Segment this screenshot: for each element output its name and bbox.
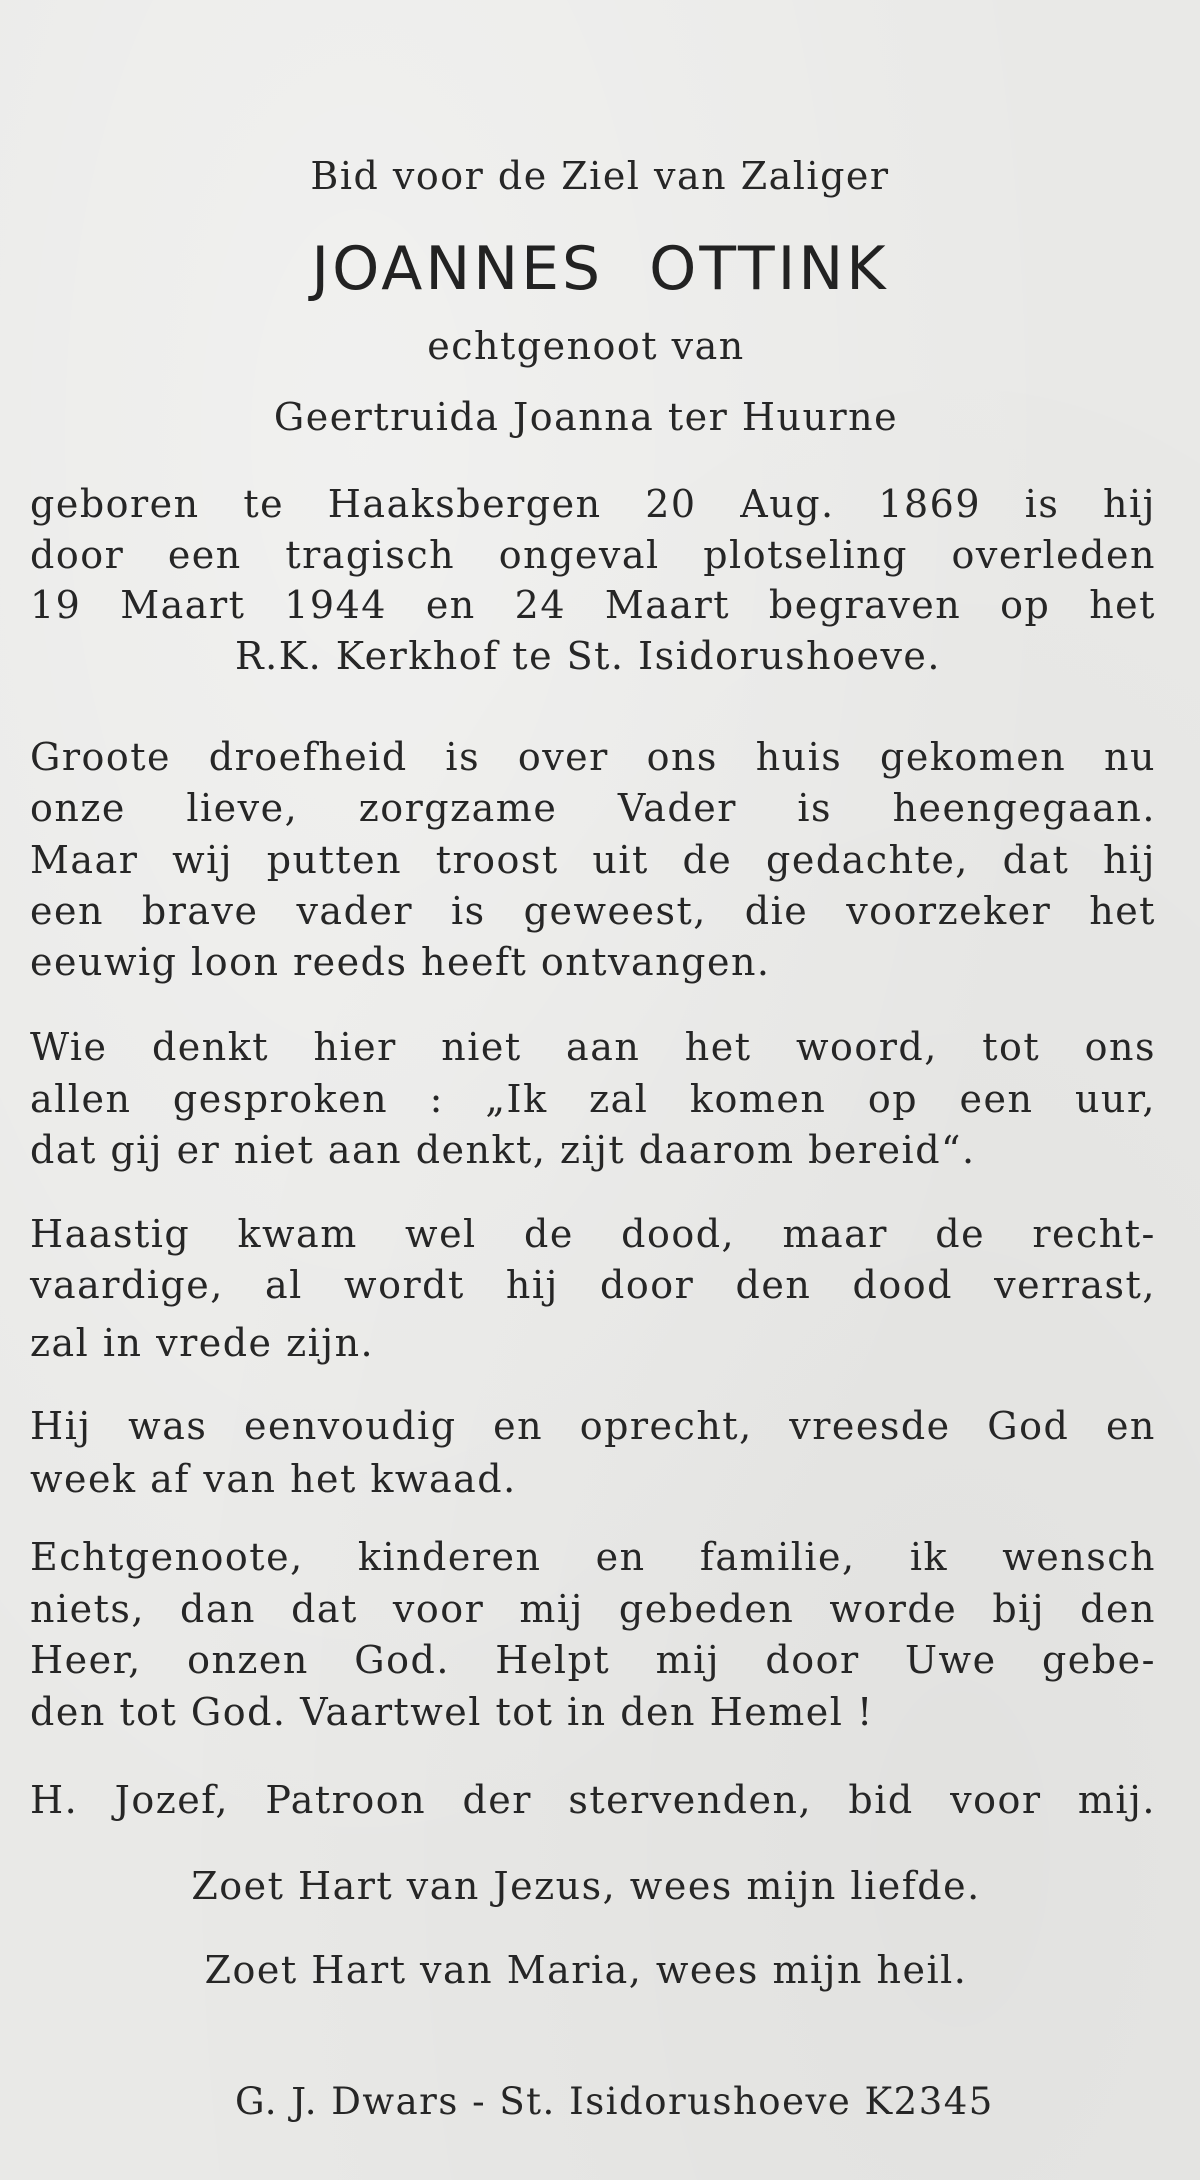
deceased-name: JOANNES OTTINK bbox=[311, 234, 889, 304]
paragraph-2-line: Wie denkt hier niet aan het woord, tot ons bbox=[30, 1025, 1156, 1069]
printer-credit: G. J. Dwars - St. Isidorushoeve K2345 bbox=[235, 2080, 994, 2123]
relation-text: echtgenoot van bbox=[427, 324, 745, 368]
prayer-line: Zoet Hart van Jezus, wees mijn liefde. bbox=[191, 1864, 981, 1908]
paragraph-3-line: Haastig kwam wel de dood, maar de recht- bbox=[30, 1212, 1156, 1256]
biography-line: 19 Maart 1944 en 24 Maart begraven op het bbox=[30, 583, 1156, 627]
paragraph-2-line: allen gesproken : „Ik zal komen op een uur, bbox=[30, 1077, 1156, 1121]
paragraph-2-line: dat gij er niet aan denkt, zijt daarom bereid“. bbox=[30, 1128, 976, 1172]
paragraph-4-line: Hij was eenvoudig en oprecht, vreesde God en bbox=[30, 1404, 1156, 1448]
paragraph-5-line: niets, dan dat voor mij gebeden worde bij den bbox=[30, 1587, 1156, 1631]
paragraph-1-line: onze lieve, zorgzame Vader is heengegaan. bbox=[30, 786, 1156, 830]
paragraph-5-line: Echtgenoote, kinderen en familie, ik wensch bbox=[30, 1535, 1156, 1579]
paragraph-5-line: Heer, onzen God. Helpt mij door Uwe gebe- bbox=[30, 1638, 1156, 1682]
paragraph-1-line: Maar wij putten troost uit de gedachte, dat hij bbox=[30, 838, 1156, 882]
spouse-name: Geertruida Joanna ter Huurne bbox=[273, 395, 899, 439]
paragraph-3-line: vaardige, al wordt hij door den dood verrast, bbox=[30, 1263, 1156, 1307]
card-heading: Bid voor de Ziel van Zaliger bbox=[310, 154, 890, 198]
biography-line: geboren te Haaksbergen 20 Aug. 1869 is hij bbox=[30, 482, 1156, 526]
paragraph-4-line: week af van het kwaad. bbox=[30, 1457, 517, 1501]
prayer-line: H. Jozef, Patroon der stervenden, bid voor mij. bbox=[30, 1778, 1156, 1822]
paragraph-5-line: den tot God. Vaartwel tot in den Hemel ! bbox=[30, 1690, 874, 1734]
prayer-line: Zoet Hart van Maria, wees mijn heil. bbox=[204, 1948, 968, 1992]
biography-line: door een tragisch ongeval plotseling overleden bbox=[30, 533, 1156, 577]
paragraph-1-line: eeuwig loon reeds heeft ontvangen. bbox=[30, 940, 771, 984]
biography-line: R.K. Kerkhof te St. Isidorushoeve. bbox=[235, 634, 941, 678]
paragraph-1-line: Groote droefheid is over ons huis gekomen nu bbox=[30, 735, 1156, 779]
paragraph-3-line: zal in vrede zijn. bbox=[30, 1321, 375, 1365]
paragraph-1-line: een brave vader is geweest, die voorzeker het bbox=[30, 889, 1156, 933]
